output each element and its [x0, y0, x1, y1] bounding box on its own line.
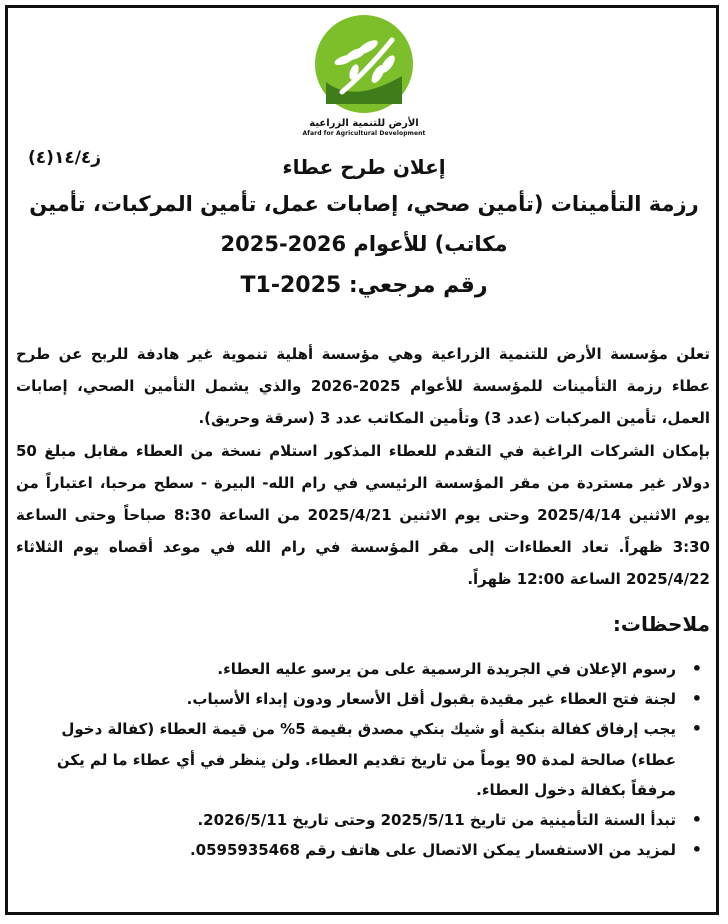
reference-code: ز١٤/٤(٤) [28, 148, 102, 168]
announcement-title: إعلان طرح عطاء [282, 155, 446, 179]
bullet-icon: • [691, 719, 702, 739]
bullet-icon: • [691, 659, 702, 678]
logo-emblem-icon [314, 14, 414, 114]
note-text: رسوم الإعلان في الجريدة الرسمية على من يرسو عليه العطاء. [217, 660, 676, 678]
body-paragraph: بإمكان الشركات الراغبة في التقدم للعطاء المذكور استلام نسخة من العطاء مقابل مبلغ 50 دولار غير مستردة من مقر المؤسسة الرئيسي في رام الله- البيرة - سطح مرحبا، اعتباراً من يوم الاثنين 2025/4/14 وحتى يوم الاثنين 2025/4/21 من الساعة 8:30 صباحاً وحتى الساعة 3:30 ظهراً. تعاد العطاءات إلى مقر المؤسسة في رام الله في موعد أقصاه يوم الثلاثاء 2025/4/22 الساعة 12:00 ظهراً. [16, 441, 710, 589]
list-item [16, 835, 712, 865]
list-item [16, 654, 712, 684]
logo-english-name: Afard for Agricultural Development [302, 130, 426, 137]
tender-subtitle: رزمة التأمينات (تأمين صحي، إصابات عمل، تأمين المركبات، تأمين مكاتب) للأعوام 2026-2025 [29, 192, 699, 256]
tender-reference-number: رقم مرجعي: 2025-T1 [240, 273, 488, 298]
list-item [16, 805, 712, 835]
bullet-icon: • [691, 689, 702, 709]
notes-heading: ملاحظات: [612, 612, 710, 636]
note-text: تبدأ السنة التأمينية من تاريخ 2025/5/11 وحتى تاريخ 2026/5/11. [197, 811, 676, 830]
bullet-icon: • [691, 840, 702, 860]
organization-logo [0, 14, 728, 138]
announcement-body [16, 338, 710, 596]
notes-list [16, 654, 712, 865]
note-text: لمزيد من الاستفسار يمكن الاتصال على هاتف رقم 0595935468. [189, 841, 676, 860]
body-paragraph: تعلن مؤسسة الأرض للتنمية الزراعية وهي مؤسسة أهلية تنموية غير هادفة للربح عن طرح عطاء رزمة التأمينات للمؤسسة للأعوام 2025-2026 والذي يشمل التأمين الصحي، إصابات العمل، تأمين المركبات (عدد 3) وتأمين المكاتب عدد 3 (سرقة وحريق). [16, 345, 710, 428]
list-item [16, 714, 712, 805]
announcement-headings [20, 150, 708, 308]
list-item [16, 684, 712, 714]
logo-arabic-name: الأرض للتنمية الزراعية [309, 118, 419, 129]
note-text: يجب إرفاق كفالة بنكية أو شيك بنكي مصدق بقيمة 5% من قيمة العطاء (كفالة دخول عطاء) صالحة لمدة 90 يوماً من تاريخ تقديم العطاء. ولن ينظر في أي عطاء ما لم يكن مرفقاً بكفالة دخول العطاء. [56, 720, 676, 799]
bullet-icon: • [691, 810, 702, 830]
note-text: لجنة فتح العطاء غير مقيدة بقبول أقل الأسعار ودون إبداء الأسباب. [186, 690, 676, 709]
